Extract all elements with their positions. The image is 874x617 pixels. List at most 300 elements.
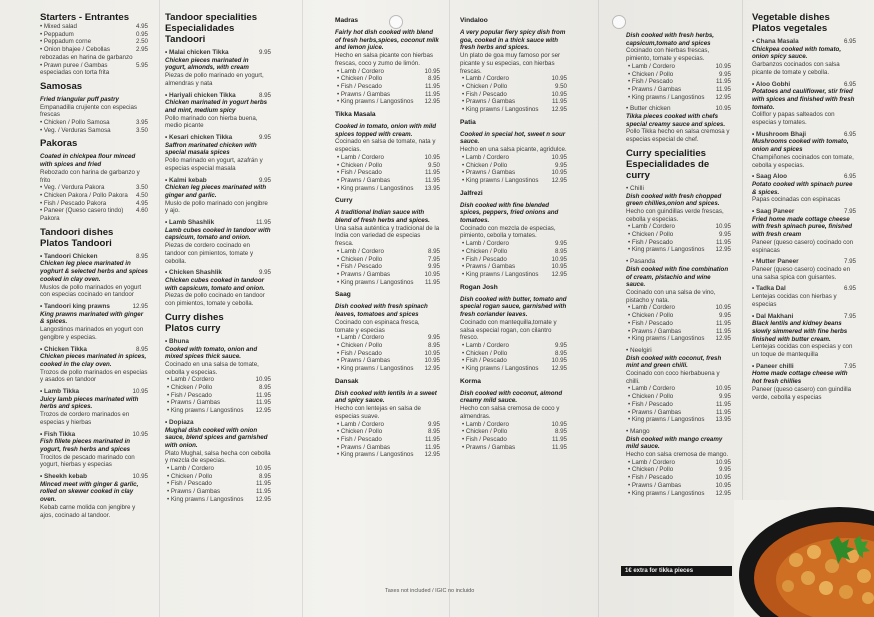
price-row bbox=[165, 407, 271, 415]
price-value: 12.95 bbox=[255, 495, 271, 503]
dish-name: • Aloo Gobhi bbox=[752, 81, 790, 89]
section-heading: Curry bbox=[335, 197, 353, 205]
price-row bbox=[460, 436, 567, 444]
menu-item bbox=[40, 62, 148, 77]
price-label: • Chicken / Pollo bbox=[460, 428, 507, 436]
price-value: 11.95 bbox=[424, 443, 440, 451]
price-value: 10.95 bbox=[551, 75, 567, 83]
dish-title-row bbox=[165, 269, 271, 277]
price-label: • Chicken / Pollo bbox=[460, 350, 507, 358]
price-list bbox=[626, 385, 731, 424]
price-value: 11.95 bbox=[255, 391, 271, 399]
section-heading: Madras bbox=[335, 17, 359, 24]
punch-hole bbox=[612, 15, 626, 29]
dish-price: 9.95 bbox=[258, 269, 271, 277]
price-row bbox=[626, 223, 731, 231]
price-row bbox=[165, 488, 271, 496]
price-label: • Fish / Pescado bbox=[626, 401, 673, 409]
dish-title-row bbox=[626, 105, 731, 113]
dish-title-row bbox=[626, 428, 731, 436]
price-value: 12.95 bbox=[551, 270, 567, 278]
price-list bbox=[626, 459, 731, 498]
dish-price: 8.95 bbox=[135, 345, 148, 353]
price-label: • Fish / Pescado bbox=[335, 263, 382, 271]
price-row bbox=[460, 263, 567, 271]
price-label: • Fish / Pescado bbox=[165, 392, 212, 400]
price-label: • Fish / Pescado bbox=[626, 474, 673, 482]
price-row bbox=[335, 169, 440, 177]
menu-item bbox=[40, 200, 148, 208]
menu-item bbox=[40, 31, 148, 39]
price-row bbox=[626, 401, 731, 409]
price-label: • Lamb / Cordero bbox=[626, 223, 675, 231]
price-row bbox=[460, 98, 567, 106]
price-list bbox=[460, 240, 567, 279]
dish-description-en: Chicken leg pieces marinated with ginger and garlic. bbox=[165, 184, 267, 199]
dish-title-row bbox=[752, 81, 856, 89]
dish-name: • Chilli bbox=[626, 185, 644, 193]
price-value: 8.95 bbox=[427, 75, 440, 83]
dish-description-en: Fairly hot dish cooked with blend of fresh herbs,spices, coconut milk and lemon juice. bbox=[335, 29, 439, 52]
section-subheading: Especialidades de curry bbox=[626, 158, 710, 181]
price-label: • Prawns / Gambas bbox=[335, 91, 390, 99]
dish-entry bbox=[460, 29, 567, 75]
price-value: 8.95 bbox=[554, 349, 567, 357]
price-row bbox=[626, 63, 731, 71]
dish-description-es: Un plato de goa muy famoso por ser picante y su especias, con hierbas frescas. bbox=[460, 52, 561, 75]
dish-name: • Saag Paneer bbox=[752, 208, 794, 216]
dish-description-en: Chicken leg piece marinated in yoghurt & selected herbs and spices cooked in clay oven. bbox=[40, 260, 148, 283]
dish-entry bbox=[165, 49, 271, 88]
dish-description-es: Cocinado con hierbas frescas, pimiento, tomate y especias. bbox=[626, 47, 710, 63]
price-value: 9.95 bbox=[427, 420, 440, 428]
price-value: 8.95 bbox=[554, 247, 567, 255]
dish-description-en: A traditional Indian sauce with blend of fresh herbs and spices. bbox=[335, 209, 430, 225]
dish-name: • Lamb Shashlik bbox=[165, 219, 214, 227]
price-value: 10.95 bbox=[551, 255, 567, 263]
dish-entry bbox=[40, 153, 148, 184]
price-row bbox=[626, 474, 731, 482]
section-subheading: Platos vegetales bbox=[752, 23, 828, 34]
price-label: • Prawns / Gambas bbox=[335, 177, 390, 185]
menu-item bbox=[40, 38, 148, 46]
price-row bbox=[165, 392, 271, 400]
price-row bbox=[626, 239, 731, 247]
dish-description-es: Cocinado con coco hierbabuena y chilli. bbox=[626, 370, 720, 385]
dish-entry bbox=[752, 131, 856, 170]
price-label: • Chicken / Pollo bbox=[460, 248, 507, 256]
price-row bbox=[335, 365, 440, 373]
dish-description-es: Piezas de pollo marinado en yogurt, almendras y nata bbox=[165, 72, 264, 87]
dish-title-row bbox=[752, 363, 856, 371]
price-label: • King prawns / Langostinos bbox=[626, 490, 704, 498]
item-name: • Chicken / Pollo Samosa bbox=[40, 119, 110, 127]
dish-description-en: Fish fillete pieces marinated in yogurt, fresh herbs and spices bbox=[40, 438, 131, 453]
dish-entry bbox=[752, 81, 856, 127]
price-value: 9.95 bbox=[554, 240, 567, 248]
tikka-extra-note: 1€ extra for tikka pieces bbox=[621, 566, 732, 576]
dish-description-en: Dish cooked with lentils in a sweet and spicy sauce. bbox=[335, 389, 437, 405]
price-label: • King prawns / Langostinos bbox=[460, 106, 538, 114]
dish-name: • Chicken Tikka bbox=[40, 346, 87, 354]
item-name: • Mixed salad bbox=[40, 23, 77, 31]
dish-description-en: Tikka pieces cooked with chefs special creamy sauce and spices. bbox=[626, 113, 726, 128]
price-label: • Lamb / Cordero bbox=[335, 154, 384, 162]
section-heading: Jalfrezi bbox=[460, 189, 483, 197]
dish-entry bbox=[460, 296, 567, 342]
price-label: • Lamb / Cordero bbox=[335, 248, 384, 256]
price-label: • Chicken / Pollo bbox=[165, 473, 212, 481]
dish-name: • Tandoori Chicken bbox=[40, 253, 98, 261]
fold-line bbox=[598, 0, 599, 617]
price-row bbox=[335, 263, 440, 271]
price-list bbox=[335, 68, 440, 107]
item-name: • Onion bhajee / Cebollas rebozadas en harina de garbanzo bbox=[40, 46, 136, 61]
price-list bbox=[335, 248, 440, 287]
dish-description-es: Pollo marinado en yogurt, azafrán y especias especial masala bbox=[165, 157, 263, 172]
price-row bbox=[460, 75, 567, 83]
dish-title-row bbox=[626, 258, 731, 266]
dish-description-en: Dish cooked with fine blended spices, peppers, fried onions and tomatoes. bbox=[460, 201, 559, 225]
price-list bbox=[460, 154, 567, 185]
dish-price: 7.95 bbox=[843, 208, 856, 216]
price-row bbox=[335, 421, 440, 429]
price-list bbox=[335, 334, 440, 373]
price-row bbox=[626, 490, 731, 498]
dish-entry bbox=[460, 131, 567, 154]
dish-title-row bbox=[40, 303, 148, 311]
dish-price: 12.95 bbox=[132, 302, 148, 310]
dish-entry bbox=[165, 134, 271, 173]
section-heading: Saag bbox=[335, 291, 351, 299]
dish-name: • Paneer chilli bbox=[752, 363, 794, 371]
price-value: 9.95 bbox=[427, 263, 440, 271]
price-value: 10.95 bbox=[551, 420, 567, 428]
dish-description-es: Plato Mughal, salsa hecha con cebolla y mezcla de especias. bbox=[165, 449, 271, 465]
price-row bbox=[335, 185, 440, 193]
dish-price: 9.95 bbox=[258, 134, 271, 142]
dish-description-es: Hecho con lentejas en salsa de especias suave. bbox=[335, 405, 421, 420]
price-list bbox=[626, 63, 731, 102]
section-heading: Dansak bbox=[335, 377, 359, 385]
section-heading: Pakoras bbox=[40, 138, 78, 150]
dish-price: 11.95 bbox=[255, 219, 271, 227]
price-row bbox=[165, 465, 271, 473]
item-name: • Veg. / Verduras Samosa bbox=[40, 127, 111, 135]
price-value: 11.95 bbox=[715, 238, 731, 246]
price-value: 12.95 bbox=[715, 489, 731, 497]
dish-name: • Chicken Shashlik bbox=[165, 269, 222, 277]
dish-entry bbox=[752, 258, 856, 281]
price-label: • Fish / Pescado bbox=[460, 256, 507, 264]
price-label: • Prawns / Gambas bbox=[626, 482, 681, 490]
price-label: • Lamb / Cordero bbox=[460, 421, 509, 429]
item-name: • Chicken Pakora / Pollo Pakora bbox=[40, 192, 128, 200]
price-label: • Fish / Pescado bbox=[626, 320, 673, 328]
dish-title-row bbox=[752, 313, 856, 321]
dish-description-en: Potatoes and cauliflower, stir fried with spices and finished with fresh tomato. bbox=[752, 88, 855, 111]
dish-entry bbox=[40, 346, 148, 385]
dish-entry bbox=[752, 38, 856, 77]
section-subheading: Especialidades Tandoori bbox=[165, 23, 235, 45]
item-price: 4.95 bbox=[135, 199, 148, 207]
price-label: • Prawns / Gambas bbox=[626, 409, 681, 417]
price-value: 11.95 bbox=[424, 90, 440, 98]
dish-description-en: Chicken cubes cooked in tandoor with capsicum, tomato and onion. bbox=[165, 276, 265, 292]
dish-entry bbox=[335, 390, 440, 421]
dish-description-en: Dish cooked with coconut, almond creamy mild sauce. bbox=[460, 389, 563, 405]
price-row bbox=[335, 350, 440, 358]
dish-title-row bbox=[40, 473, 148, 481]
dish-title-row bbox=[626, 347, 731, 355]
price-list bbox=[165, 376, 271, 415]
dish-description-es: Champiñones cocinados con tomate, cebolla y especias. bbox=[752, 153, 854, 169]
dish-entry bbox=[752, 313, 856, 359]
dish-name: • Bhuna bbox=[165, 338, 189, 346]
section-heading: Tandoor specialities bbox=[165, 12, 258, 23]
price-label: • Prawns / Gambas bbox=[165, 488, 220, 496]
price-label: • Prawns / Gambas bbox=[460, 263, 515, 271]
price-label: • Fish / Pescado bbox=[626, 239, 673, 247]
price-label: • Prawns / Gambas bbox=[626, 86, 681, 94]
price-value: 8.95 bbox=[427, 247, 440, 255]
menu-item bbox=[40, 184, 148, 192]
dish-entry bbox=[626, 105, 731, 144]
section-heading: Samosas bbox=[40, 80, 83, 92]
price-value: 9.95 bbox=[718, 466, 731, 474]
price-row bbox=[335, 451, 440, 459]
price-row bbox=[335, 334, 440, 342]
menu-item bbox=[40, 46, 148, 61]
dish-name: • Hariyali chicken Tikka bbox=[165, 92, 236, 100]
dish-description-en: Chicken pieces marinated in spices, cooked in the clay oven. bbox=[40, 353, 147, 368]
price-value: 11.95 bbox=[255, 488, 271, 496]
dish-description-es: Garbanzos cocinados con salsa picante de tomate y cebolla. bbox=[752, 61, 840, 76]
dish-description-es: Hecho con salsa cremosa de coco y almendras. bbox=[460, 405, 560, 420]
dish-description-en: Minced meet with ginger & garlic, rolled on skewer cooked in clay oven. bbox=[40, 480, 139, 504]
dish-price: 10.95 bbox=[132, 473, 148, 481]
price-label: • Chicken / Pollo bbox=[460, 83, 507, 91]
dish-description-es: Paneer (queso casero) cocinado con espinacas bbox=[752, 238, 854, 254]
price-label: • Lamb / Cordero bbox=[626, 459, 675, 467]
dish-entry bbox=[165, 269, 271, 308]
price-value: 12.95 bbox=[715, 246, 731, 254]
price-row bbox=[165, 473, 271, 481]
dish-description-es: Paneer (queso casero) cocinado en una salsa spica con guisantes. bbox=[752, 265, 851, 281]
price-label: • Chicken / Pollo bbox=[626, 231, 673, 239]
price-row bbox=[626, 94, 731, 102]
dish-name: • Tadka Dal bbox=[752, 285, 786, 293]
price-row bbox=[460, 350, 567, 358]
dish-entry bbox=[40, 253, 148, 299]
dish-description-en: Black lentils and kidney beans slowly simmered with fine herbs finished with butter cream. bbox=[752, 320, 848, 343]
dish-price: 6.95 bbox=[843, 130, 856, 138]
price-list bbox=[165, 465, 271, 504]
price-label: • Prawns / Gambas bbox=[335, 271, 390, 279]
section-heading: Curry dishes bbox=[165, 311, 224, 323]
dish-entry bbox=[40, 388, 148, 427]
section-subheading: Platos curry bbox=[165, 322, 221, 334]
dish-description-en: Mughal dish cooked with onion sauce, blend spices and garnished with onion. bbox=[165, 426, 268, 449]
dish-description-en: Dish cooked with mango creamy mild sauce. bbox=[626, 435, 723, 451]
dish-title-row bbox=[752, 38, 856, 46]
price-value: 10.95 bbox=[424, 67, 440, 75]
price-value: 10.95 bbox=[715, 304, 731, 312]
dish-entry bbox=[752, 285, 856, 308]
dish-price: 7.95 bbox=[843, 362, 856, 370]
dish-description-es: Cocinado con espinaca fresca, tomate y especias bbox=[335, 318, 420, 334]
price-row bbox=[165, 384, 271, 392]
price-row bbox=[626, 246, 731, 254]
dish-description-es: Muslos de pollo marinados en yogurt con especias cocinado en tandoor bbox=[40, 283, 142, 299]
menu-item bbox=[40, 119, 148, 127]
dish-entry bbox=[626, 428, 731, 459]
dish-description-en: Chicken pieces marinated in yogurt, almonds, with cream bbox=[165, 56, 249, 72]
price-label: • Lamb / Cordero bbox=[335, 334, 384, 342]
price-value: 11.95 bbox=[551, 98, 567, 106]
dish-title-row bbox=[165, 49, 271, 57]
dish-description-en: Chickpea cooked with tomato, onion spicy sauce. bbox=[752, 45, 842, 61]
dish-entry bbox=[40, 473, 148, 519]
dish-name: • Saag Aloo bbox=[752, 173, 787, 181]
price-label: • King prawns / Langostinos bbox=[335, 365, 413, 373]
dish-entry bbox=[460, 202, 567, 241]
price-row bbox=[335, 91, 440, 99]
price-label: • Lamb / Cordero bbox=[460, 154, 509, 162]
dish-entry bbox=[626, 32, 731, 63]
dish-description-es: Coliflor y papas salteados con especias y tomates. bbox=[752, 111, 835, 127]
price-label: • Fish / Pescado bbox=[460, 357, 507, 365]
dish-description-en: Juicy lamb pieces marinated with herbs and spices. bbox=[40, 395, 139, 411]
item-price: 4.95 bbox=[135, 23, 148, 30]
dish-description-es: Muslo de pollo marinado con jengibre y ajo. bbox=[165, 199, 268, 215]
item-price: 0.95 bbox=[135, 30, 148, 38]
dish-name: • Butter chicken bbox=[626, 105, 671, 113]
dish-description-es: Cocinado en salsa de tomate, nata y especias. bbox=[335, 138, 436, 154]
price-value: 12.95 bbox=[551, 106, 567, 114]
dish-name: • Pasanda bbox=[626, 258, 655, 266]
price-label: • Lamb / Cordero bbox=[626, 385, 675, 393]
dish-entry bbox=[40, 96, 148, 119]
dish-title-row bbox=[165, 92, 271, 100]
dish-description-en: Cooked in special hot, sweet n sour sauce. bbox=[460, 130, 566, 146]
price-label: • Lamb / Cordero bbox=[335, 68, 384, 76]
dish-title-row bbox=[752, 258, 856, 266]
price-label: • King prawns / Langostinos bbox=[626, 246, 704, 254]
fold-line bbox=[449, 0, 450, 617]
price-list bbox=[460, 421, 567, 452]
price-list bbox=[626, 223, 731, 254]
price-label: • Lamb / Cordero bbox=[626, 63, 675, 71]
price-label: • Chicken / Pollo bbox=[626, 71, 673, 79]
item-price: 3.50 bbox=[135, 126, 148, 134]
dish-description-es: Lentejas cocidas con especias y con un toque de mantequilla bbox=[752, 343, 853, 359]
dish-description-es: Kebab carne molida con jengibre y ajos, cocinado al tandoor. bbox=[40, 503, 136, 519]
dish-name: • Malai chicken Tikka bbox=[165, 49, 229, 57]
price-label: • King prawns / Langostinos bbox=[460, 177, 538, 185]
dish-title-row bbox=[165, 419, 271, 427]
dish-description-es: Paneer (queso casero) con guindilla verde, cebolla y especias bbox=[752, 385, 852, 401]
section-subheading: Platos Tandoori bbox=[40, 237, 112, 249]
price-row bbox=[460, 444, 567, 452]
price-label: • Chicken / Pollo bbox=[626, 466, 673, 474]
dish-title-row bbox=[752, 173, 856, 181]
price-value: 11.95 bbox=[424, 435, 440, 443]
price-row bbox=[335, 256, 440, 264]
price-label: • Fish / Pescado bbox=[460, 436, 507, 444]
section-heading: Starters - Entrantes bbox=[40, 12, 130, 23]
item-price: 3.95 bbox=[135, 119, 148, 127]
section-heading: Tikka Masala bbox=[335, 111, 376, 119]
price-label: • Chicken / Pollo bbox=[626, 312, 673, 320]
dish-entry bbox=[626, 185, 731, 224]
price-row bbox=[626, 71, 731, 79]
price-value: 8.95 bbox=[427, 428, 440, 436]
dish-description-en: Coated in chickpea flour minced with spices and fried bbox=[40, 153, 136, 169]
dish-description-es: Langostinos marinados en yogurt con gengibre y especias. bbox=[40, 326, 144, 341]
price-row bbox=[460, 240, 567, 248]
dish-entry bbox=[335, 303, 440, 334]
dish-description-es: Cocinado con mezcla de especias, pimiento, cebolla y tomates. bbox=[460, 224, 556, 240]
section-heading: Vindaloo bbox=[460, 17, 488, 24]
price-label: • Lamb / Cordero bbox=[460, 342, 509, 350]
price-row bbox=[335, 342, 440, 350]
dish-description-en: Fried triangular puff pastry bbox=[40, 95, 119, 103]
dish-entry bbox=[626, 347, 731, 386]
price-row bbox=[460, 248, 567, 256]
price-value: 8.95 bbox=[258, 472, 271, 480]
price-value: 11.95 bbox=[715, 78, 731, 86]
price-label: • King prawns / Langostinos bbox=[165, 407, 243, 415]
menu-item bbox=[40, 127, 148, 135]
price-value: 10.95 bbox=[551, 90, 567, 98]
price-value: 9.50 bbox=[554, 82, 567, 90]
dish-description-en: Chicken marinated in yogurt herbs and mint, medium spicy bbox=[165, 99, 268, 114]
dish-description-en: Potato cooked with spinach puree & spices. bbox=[752, 180, 853, 196]
dish-description-en: King prawns marinated with ginger & spices. bbox=[40, 310, 144, 326]
price-value: 12.95 bbox=[551, 365, 567, 373]
dish-name: • Mango bbox=[626, 428, 650, 436]
price-value: 9.95 bbox=[554, 341, 567, 349]
dish-entry bbox=[626, 258, 731, 304]
price-row bbox=[626, 86, 731, 94]
price-row bbox=[460, 365, 567, 373]
dish-price: 6.95 bbox=[843, 173, 856, 181]
price-value: 12.95 bbox=[424, 98, 440, 106]
price-label: • Fish / Pescado bbox=[335, 350, 382, 358]
dish-description-es: Piezas de cordero cocinado en tandoor con pimientos, tomate y cebolla. bbox=[165, 242, 254, 265]
price-label: • Prawns / Gambas bbox=[460, 444, 515, 452]
menu-item bbox=[40, 23, 148, 31]
menu-item bbox=[40, 192, 148, 200]
price-value: 10.95 bbox=[715, 385, 731, 393]
price-row bbox=[460, 169, 567, 177]
dish-description-es: Trocitos de pescado marinado con yogurt, hierbas y especias bbox=[40, 453, 135, 469]
price-value: 10.95 bbox=[551, 263, 567, 271]
dish-price: 6.95 bbox=[843, 38, 856, 45]
price-row bbox=[460, 83, 567, 91]
price-label: • Prawns / Gambas bbox=[335, 444, 390, 452]
price-value: 9.50 bbox=[427, 161, 440, 169]
dish-name: • Kalmi kebab bbox=[165, 177, 207, 185]
dish-description-es: Trozos de cordero marinados en especias y hierbas bbox=[40, 411, 130, 426]
price-row bbox=[460, 357, 567, 365]
price-label: • Fish / Pescado bbox=[335, 436, 382, 444]
menu-item bbox=[40, 207, 148, 222]
dish-price: 10.95 bbox=[132, 430, 148, 438]
price-row bbox=[626, 328, 731, 336]
dish-title-row bbox=[626, 185, 731, 193]
